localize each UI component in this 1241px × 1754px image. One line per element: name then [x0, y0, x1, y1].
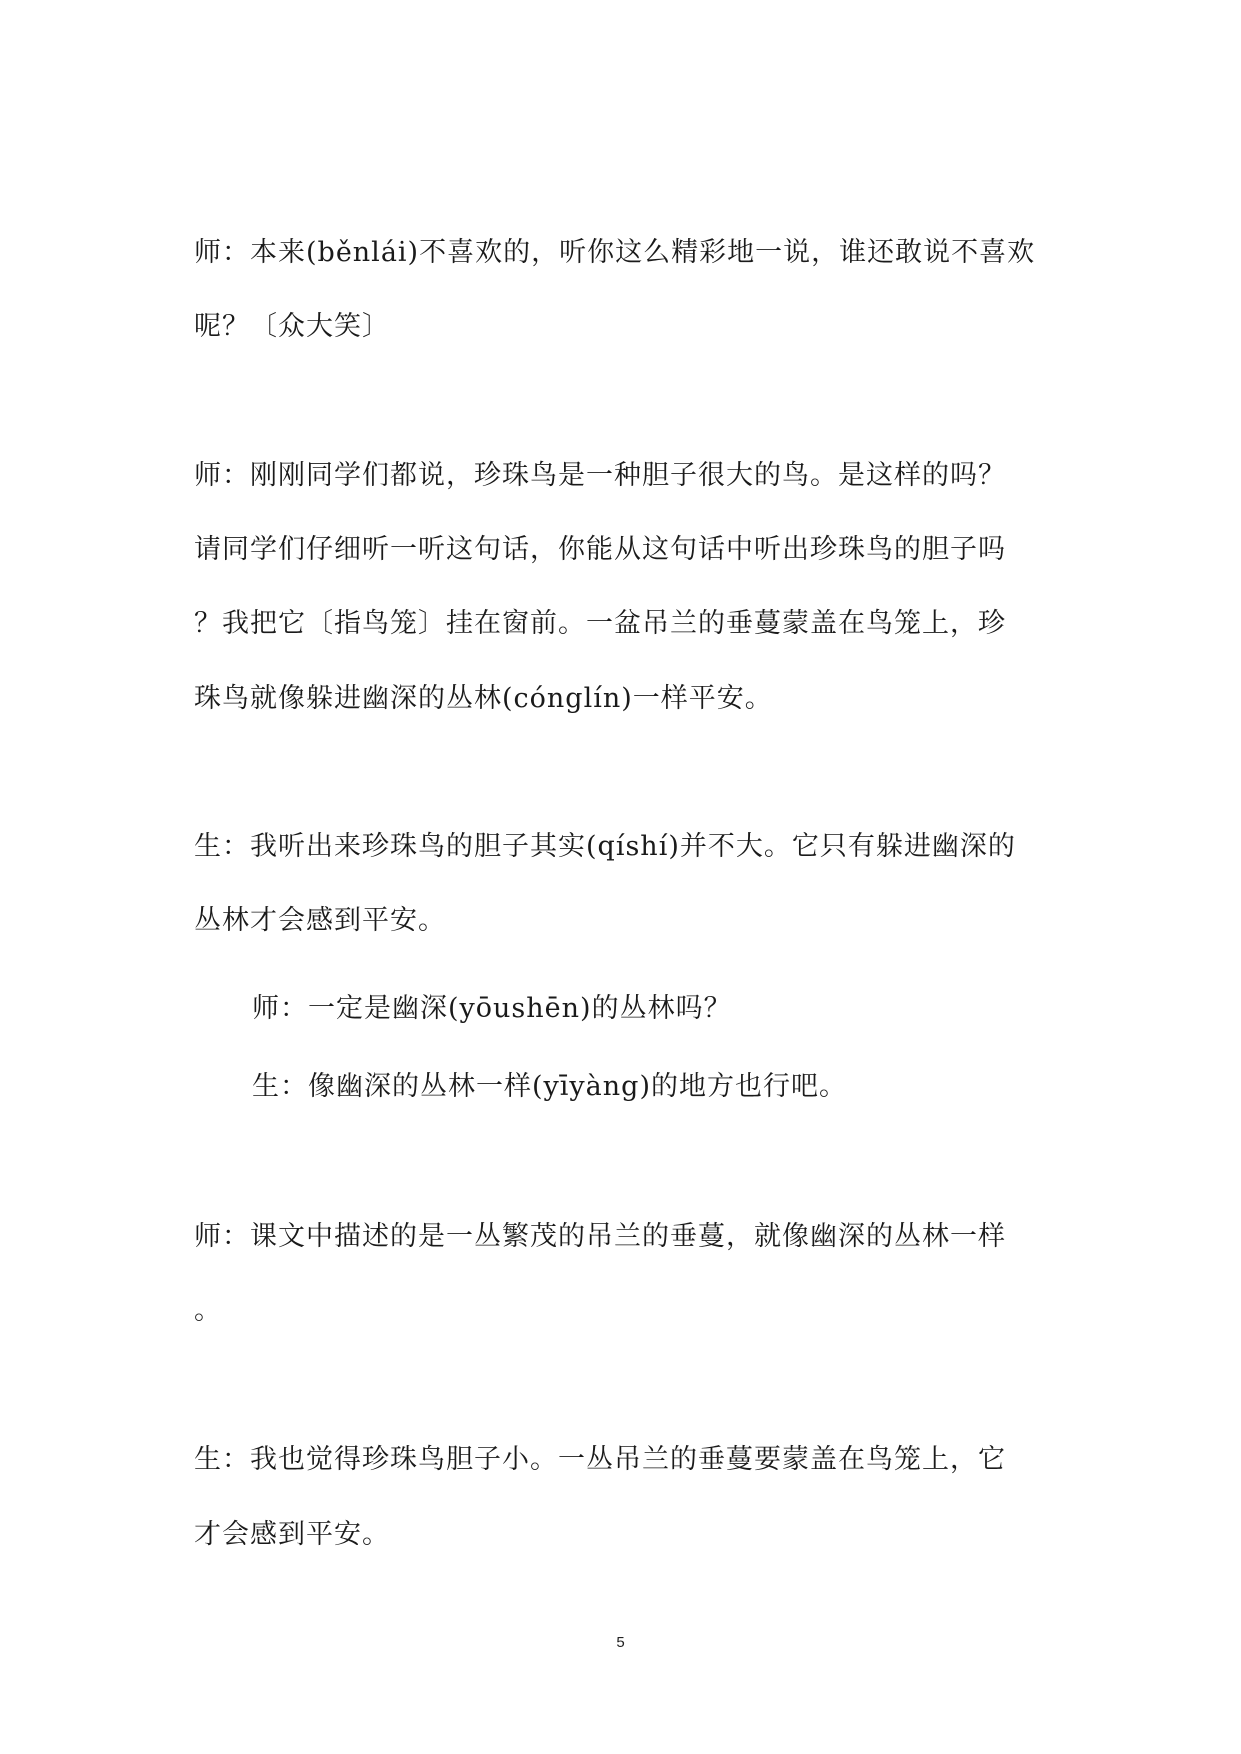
paragraph-6-line-2: 。 — [194, 1295, 222, 1326]
paragraph-1-line-2: 呢？〔众大笑〕 — [194, 311, 390, 342]
paragraph-7-line-1: 生：我也觉得珍珠鸟胆子小。一丛吊兰的垂蔓要蒙盖在鸟笼上，它 — [194, 1444, 1006, 1475]
paragraph-2-line-4: 珠鸟就像躲进幽深的丛林(cónglín)一样平安。 — [194, 683, 773, 714]
paragraph-1-line-1: 师：本来(běnlái)不喜欢的，听你这么精彩地一说，谁还敢说不喜欢 — [194, 237, 1036, 268]
paragraph-6-line-1: 师：课文中描述的是一丛繁茂的吊兰的垂蔓，就像幽深的丛林一样 — [194, 1221, 1006, 1252]
paragraph-7-line-2: 才会感到平安。 — [194, 1519, 390, 1550]
paragraph-3-line-1: 生：我听出来珍珠鸟的胆子其实(qíshí)并不大。它只有躲进幽深的 — [194, 831, 1016, 862]
paragraph-2-line-3: ？我把它〔指鸟笼〕挂在窗前。一盆吊兰的垂蔓蒙盖在鸟笼上，珍 — [194, 608, 1006, 639]
paragraph-5-line-1: 生：像幽深的丛林一样(yīyàng)的地方也行吧。 — [252, 1071, 847, 1102]
paragraph-2-line-1: 师：刚刚同学们都说，珍珠鸟是一种胆子很大的鸟。是这样的吗？ — [194, 460, 1006, 491]
paragraph-3-line-2: 丛林才会感到平安。 — [194, 905, 446, 936]
page-number: 5 — [616, 1634, 625, 1651]
paragraph-2-line-2: 请同学们仔细听一听这句话，你能从这句话中听出珍珠鸟的胆子吗 — [194, 534, 1006, 565]
paragraph-4-line-1: 师：一定是幽深(yōushēn)的丛林吗？ — [252, 993, 732, 1024]
